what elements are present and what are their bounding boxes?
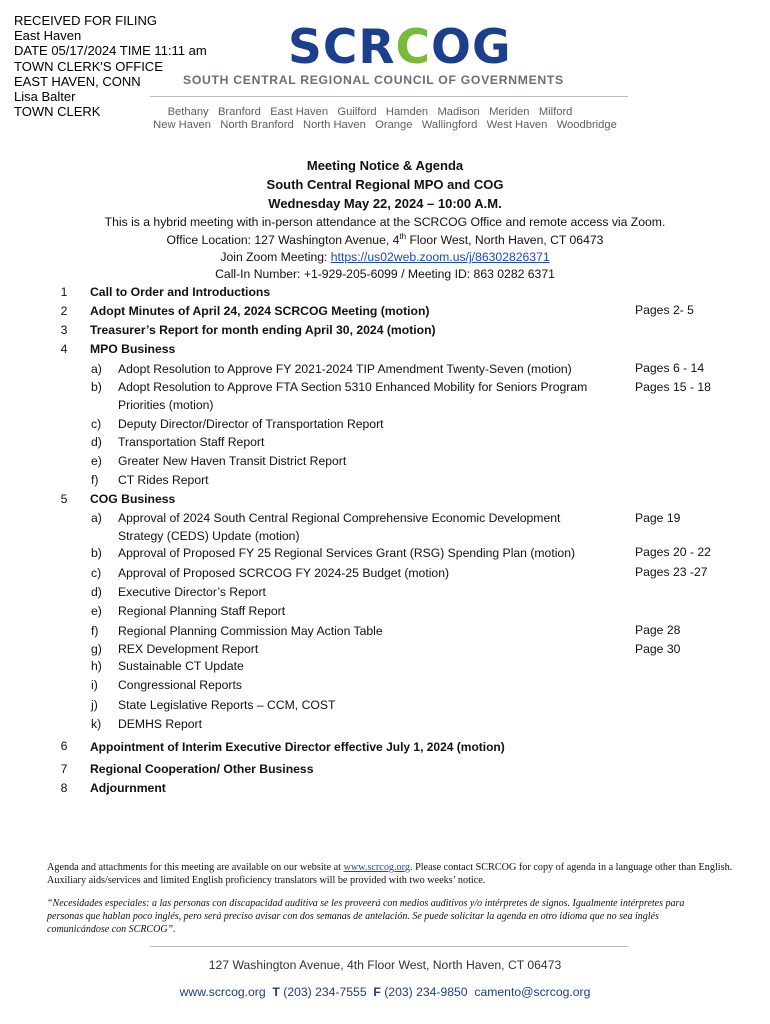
agenda-number: 1: [60, 285, 68, 299]
agenda-number: 7: [60, 762, 68, 776]
page-reference: Pages 2- 5: [635, 303, 694, 317]
meeting-subtitle: South Central Regional MPO and COG: [266, 177, 504, 192]
sub-item-letter: b): [91, 546, 102, 560]
sub-item: Approval of Proposed SCRCOG FY 2024-25 Budget (motion): [118, 566, 450, 580]
agenda-number: 3: [60, 323, 68, 337]
footer-phone: (203) 234-7555: [283, 985, 367, 999]
ordinal-suffix: th: [399, 231, 407, 241]
sub-item-letter: f): [91, 473, 99, 487]
sub-item: Executive Director’s Report: [118, 585, 266, 599]
page-reference: Page 30: [635, 642, 681, 656]
sub-item: Regional Planning Commission May Action Table: [118, 624, 383, 638]
sub-item: Adopt Resolution to Approve FY 2021-2024 TIP Amendment Twenty-Seven (motion): [118, 362, 572, 376]
footer-divider: [150, 946, 628, 947]
meeting-date: Wednesday May 22, 2024 – 10:00 A.M.: [268, 196, 502, 211]
page-reference: Pages 23 -27: [635, 565, 708, 579]
page-reference: Pages 20 - 22: [635, 545, 711, 559]
office-location-text: Office Location: 127 Washington Avenue, 4: [166, 233, 400, 247]
sub-item-letter: e): [91, 604, 102, 618]
sub-item: Approval of Proposed FY 25 Regional Services Grant (RSG) Spending Plan (motion): [118, 546, 576, 560]
sub-item: Deputy Director/Director of Transportation Report: [118, 417, 384, 431]
sub-item-letter: a): [91, 511, 102, 525]
agenda-item: Regional Cooperation/ Other Business: [90, 762, 314, 776]
sub-item: State Legislative Reports – CCM, COST: [118, 698, 336, 712]
sub-item: Regional Planning Staff Report: [118, 604, 286, 618]
agenda-number: 2: [60, 304, 68, 318]
stamp-line: EAST HAVEN, CONN: [14, 73, 141, 89]
spanish-note: “Necesidades especiales: a las personas con discapacidad auditiva se les proveerá con medios auditivos y/o intérpretes de signos. Igualmente intérpretes para personas que hablan poco inglés, pero será preciso avisar con dos semanas de antelación. Se puede solicitar la agenda en otro idioma que no sea inglés comunicándose con SCRCOG”.: [47, 898, 685, 935]
page-title: Meeting Notice & Agenda: [306, 158, 464, 173]
agenda-number: 8: [60, 781, 68, 795]
sub-item-letter: d): [91, 585, 102, 599]
page-reference: Pages 6 - 14: [635, 361, 705, 375]
sub-item: Transportation Staff Report: [118, 435, 265, 449]
sub-item-continued: Priorities (motion): [118, 398, 214, 412]
sub-item-letter: i): [91, 678, 98, 692]
agenda-item: COG Business: [90, 492, 176, 506]
fax-label: F: [373, 985, 381, 999]
note-text: Agenda and attachments for this meeting are available on our website at: [47, 862, 344, 873]
logo-text-part: SCR: [288, 20, 396, 75]
member-towns-line: New Haven North Branford North Haven Orange Wallingford West Haven Woodbridge: [153, 119, 617, 131]
stamp-line: TOWN CLERK'S OFFICE: [14, 58, 163, 74]
sub-item-letter: b): [91, 380, 102, 394]
sub-item-letter: k): [91, 717, 102, 731]
header-divider: [150, 96, 628, 97]
stamp-line: Lisa Balter: [14, 89, 76, 105]
sub-item-continued: Strategy (CEDS) Update (motion): [118, 529, 300, 543]
page-reference: Pages 15 - 18: [635, 380, 711, 394]
agenda-number: 5: [60, 492, 68, 506]
sub-item-letter: c): [91, 417, 102, 431]
agenda-item: Appointment of Interim Executive Director effective July 1, 2024 (motion): [90, 740, 505, 754]
note-text: . Please contact SCRCOG for copy of agenda in a language other than English. Auxiliary aids/services and limited English proficiency translators will be provided with two weeks’ notice.: [47, 862, 733, 887]
sub-item-letter: c): [91, 566, 102, 580]
website-link[interactable]: www.scrcog.org: [343, 862, 410, 873]
office-location: [0, 233, 770, 247]
sub-item-letter: a): [91, 362, 102, 376]
sub-item-letter: j): [91, 698, 98, 712]
agenda-item: Call to Order and Introductions: [90, 285, 271, 299]
sub-item-letter: g): [91, 642, 102, 656]
scrcog-logo: [288, 20, 512, 75]
sub-item: CT Rides Report: [118, 473, 209, 487]
agenda-item: MPO Business: [90, 342, 176, 356]
stamp-line: DATE 05/17/2024 TIME 11:11 am: [14, 43, 207, 59]
footer-email[interactable]: camento@scrcog.org: [474, 985, 591, 999]
sub-item: Approval of 2024 South Central Regional Comprehensive Economic Development: [118, 511, 561, 525]
footer-address: 127 Washington Avenue, 4th Floor West, North Haven, CT 06473: [208, 958, 562, 972]
sub-item: Greater New Haven Transit District Report: [118, 454, 347, 468]
sub-item: Adopt Resolution to Approve FTA Section 5310 Enhanced Mobility for Seniors Program: [118, 380, 588, 394]
agenda-item: Treasurer’s Report for month ending April 30, 2024 (motion): [90, 323, 436, 337]
sub-item: Congressional Reports: [118, 678, 242, 692]
agenda-number: 6: [60, 739, 68, 753]
hybrid-notice: This is a hybrid meeting with in-person attendance at the SCRCOG Office and remote access via Zoom.: [104, 215, 666, 229]
logo-text-part: OG: [431, 20, 512, 75]
footer-fax: (203) 234-9850: [384, 985, 468, 999]
zoom-line: [0, 250, 770, 264]
page-reference: Page 28: [635, 623, 681, 637]
office-location-text: Floor West, North Haven, CT 06473: [406, 233, 604, 247]
call-in-info: Call-In Number: +1-929-205-6099 / Meeting ID: 863 0282 6371: [215, 267, 555, 281]
sub-item-letter: h): [91, 659, 102, 673]
stamp-line: TOWN CLERK: [14, 104, 101, 120]
agenda-item: Adopt Minutes of April 24, 2024 SCRCOG Meeting (motion): [90, 304, 430, 318]
sub-item: DEMHS Report: [118, 717, 202, 731]
sub-item-letter: d): [91, 435, 102, 449]
stamp-line: RECEIVED FOR FILING: [14, 13, 158, 28]
agenda-item: Adjournment: [90, 781, 166, 795]
zoom-link[interactable]: https://us02web.zoom.us/j/86302826371: [330, 250, 550, 264]
sub-item-letter: e): [91, 454, 102, 468]
logo-text-part: C: [395, 20, 432, 75]
agenda-number: 4: [60, 342, 68, 356]
footer-contact: [0, 985, 770, 999]
organization-tagline: SOUTH CENTRAL REGIONAL COUNCIL OF GOVERNMENTS: [183, 73, 564, 87]
zoom-label: Join Zoom Meeting:: [220, 250, 331, 264]
phone-label: T: [272, 985, 280, 999]
page-reference: Page 19: [635, 511, 681, 525]
sub-item: Sustainable CT Update: [118, 659, 244, 673]
stamp-line: East Haven: [14, 28, 82, 44]
sub-item-letter: f): [91, 624, 99, 638]
member-towns-line: Bethany Branford East Haven Guilford Hamden Madison Meriden Milford: [167, 106, 573, 118]
accessibility-note: [47, 861, 737, 888]
footer-website[interactable]: www.scrcog.org: [179, 985, 266, 999]
filing-stamp: [14, 13, 207, 119]
sub-item: REX Development Report: [118, 642, 259, 656]
